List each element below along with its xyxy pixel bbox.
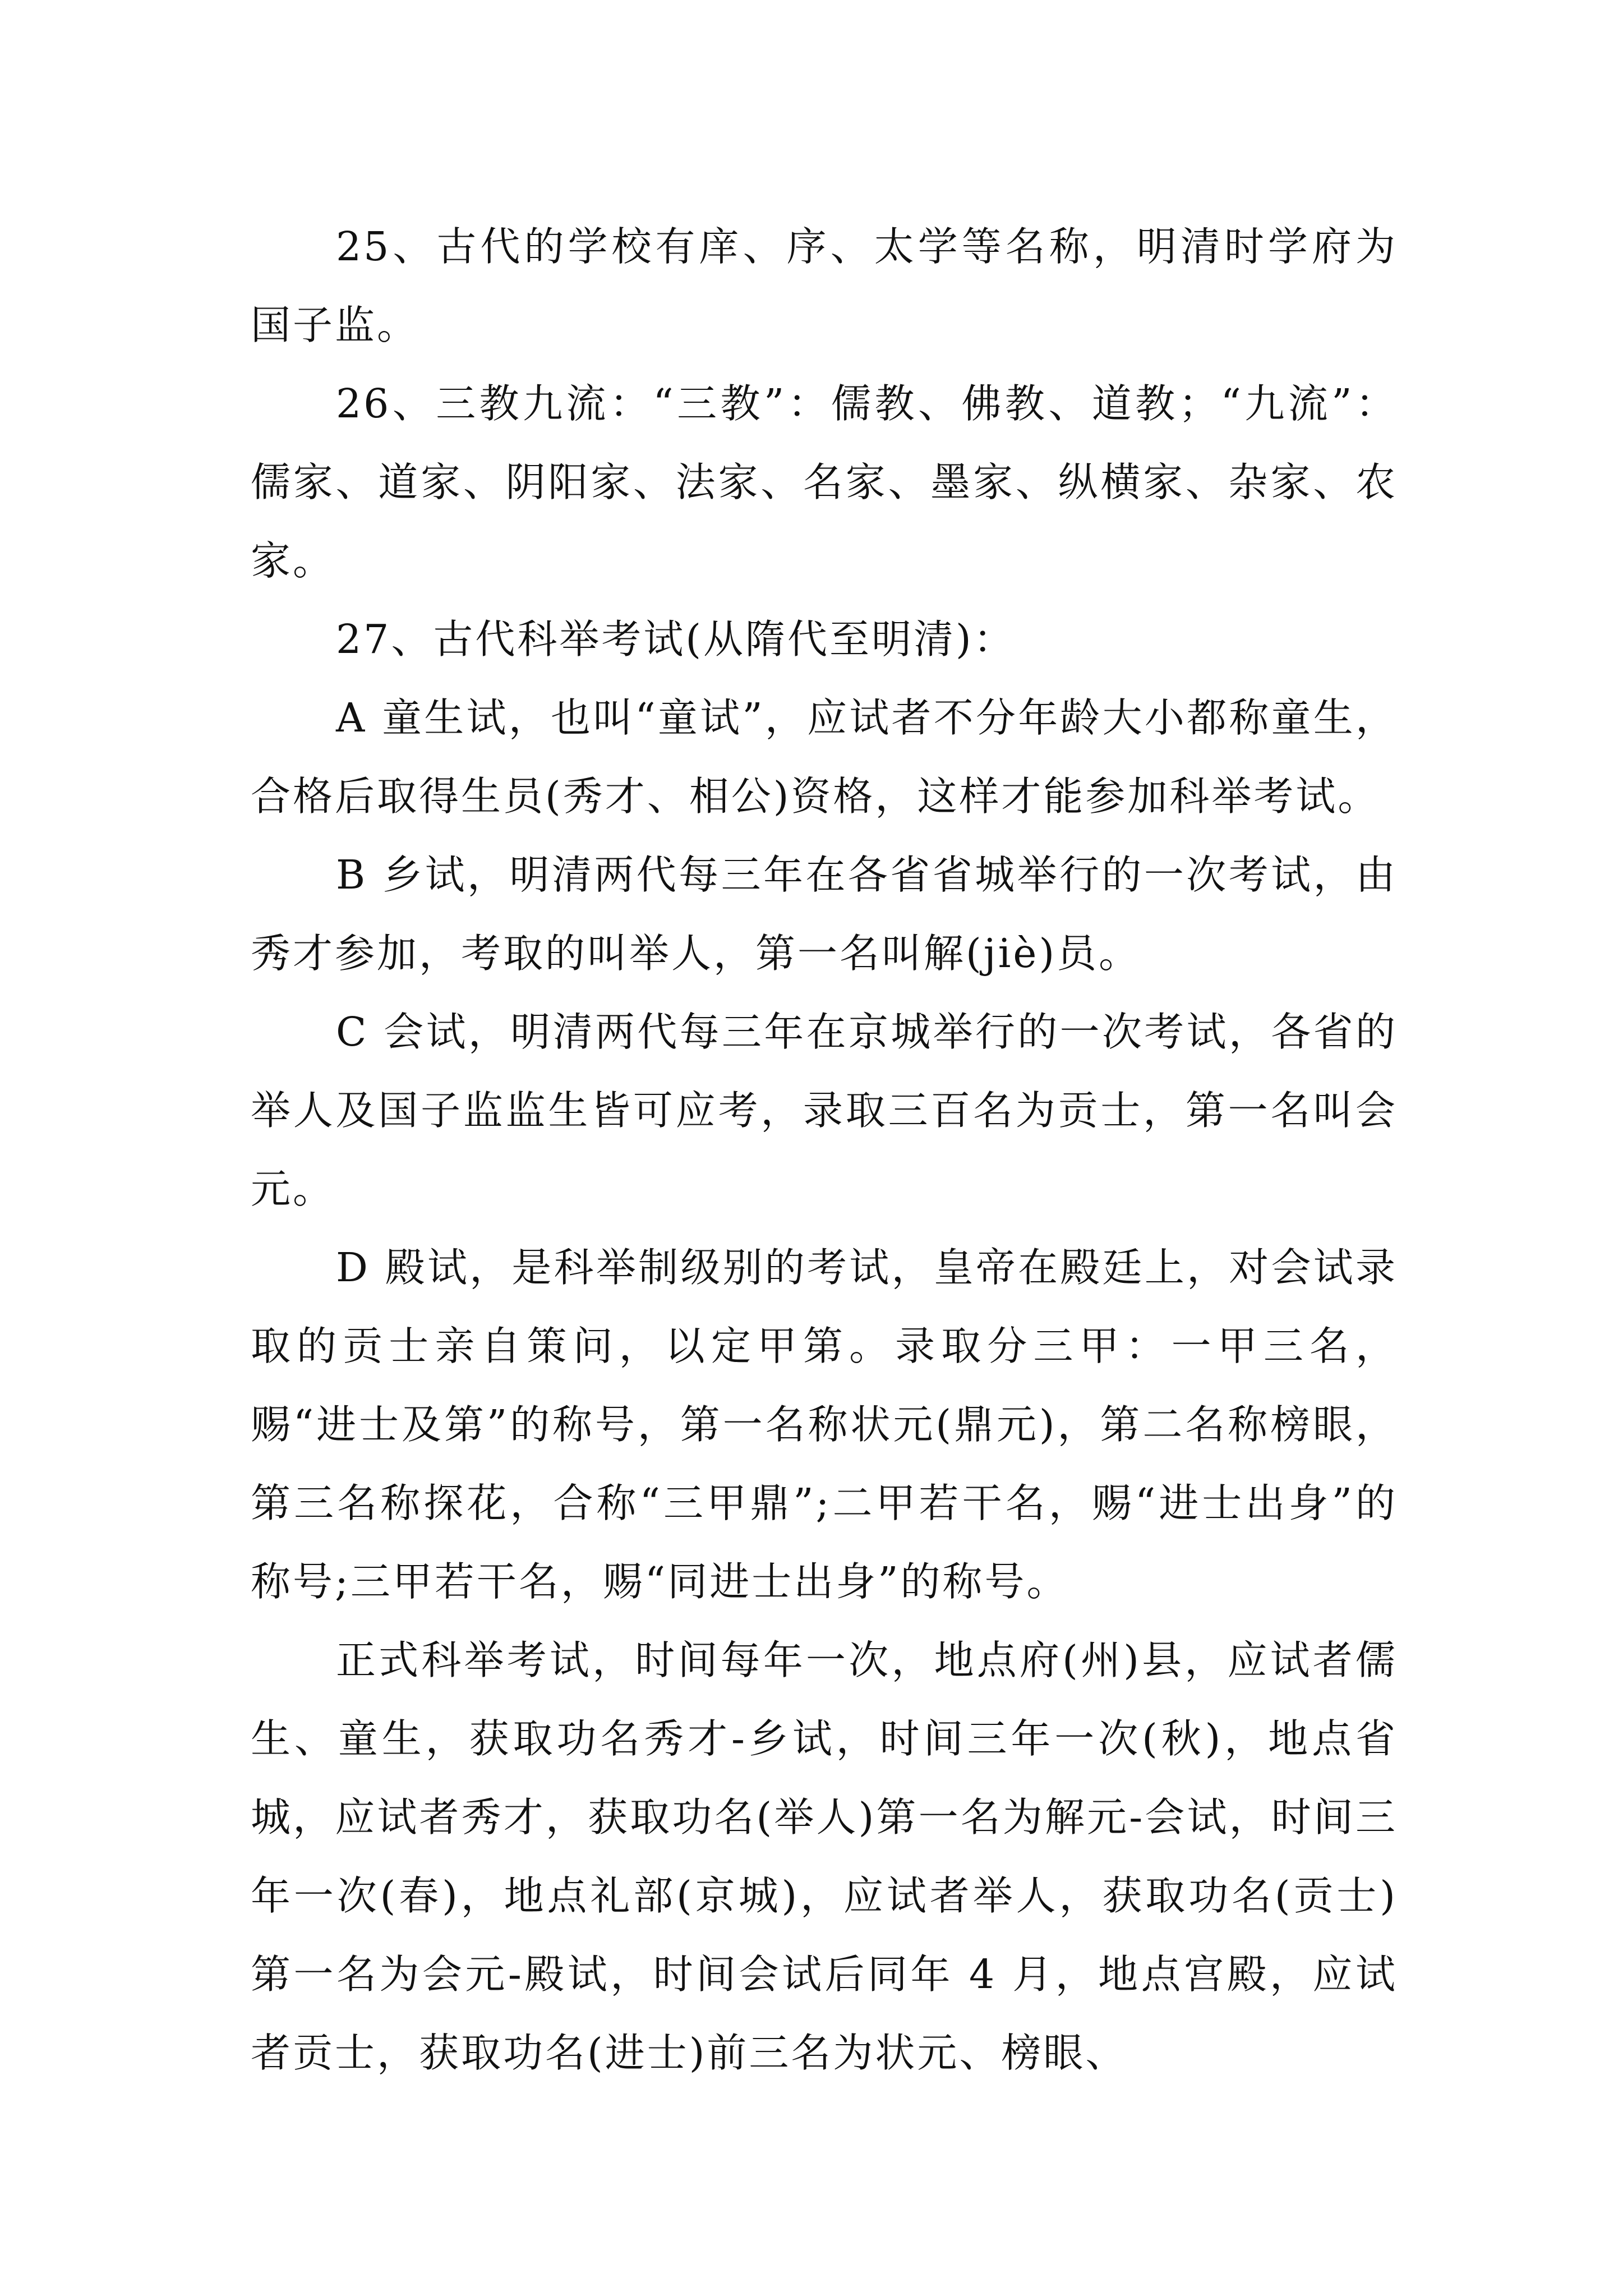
paragraph-d-dianshi: D 殿试，是科举制级别的考试，皇帝在殿廷上，对会试录取的贡士亲自策问，以定甲第。录取分三甲：一甲三名，赐“进士及第”的称号，第一名称状元(鼎元)，第二名称榜眼，第三名称探花，合称“三甲鼎”;二甲若干名，赐“进士出身”的称号;三甲若干名，赐“同进士出身”的称号。 — [251, 1244, 1398, 1605]
document-body — [251, 208, 1398, 2092]
paragraph-a-tongshengshi: A 童生试，也叫“童试”，应试者不分年龄大小都称童生，合格后取得生员(秀才、相公)资格，这样才能参加科举考试。 — [251, 694, 1398, 820]
paragraph-b-xiangshi: B 乡试，明清两代每三年在各省省城举行的一次考试，由秀才参加，考取的叫举人，第一名叫解(jiè)员。 — [251, 852, 1398, 977]
paragraph-27: 27、古代科举考试(从隋代至明清)： — [336, 616, 1016, 662]
paragraph-25: 25、古代的学校有庠、序、太学等名称，明清时学府为国子监。 — [251, 223, 1398, 348]
paragraph-c-huishi: C 会试，明清两代每三年在京城举行的一次考试，各省的举人及国子监监生皆可应考，录取三百名为贡士，第一名叫会元。 — [251, 1009, 1398, 1212]
paragraph-26: 26、三教九流：“三教”：儒教、佛教、道教；“九流”：儒家、道家、阴阳家、法家、名家、墨家、纵横家、杂家、农家。 — [251, 380, 1398, 584]
paragraph-summary: 正式科举考试，时间每年一次，地点府(州)县，应试者儒生、童生，获取功名秀才-乡试，时间三年一次(秋)，地点省城，应试者秀才，获取功名(举人)第一名为解元-会试，时间三年一次(春)，地点礼部(京城)，应试者举人，获取功名(贡士)第一名为会元-殿试，时间会试后同年 4 月，地点宫殿，应试者贡士，获取功名(进士)前三名为状元、榜眼、 — [251, 1637, 1398, 2076]
